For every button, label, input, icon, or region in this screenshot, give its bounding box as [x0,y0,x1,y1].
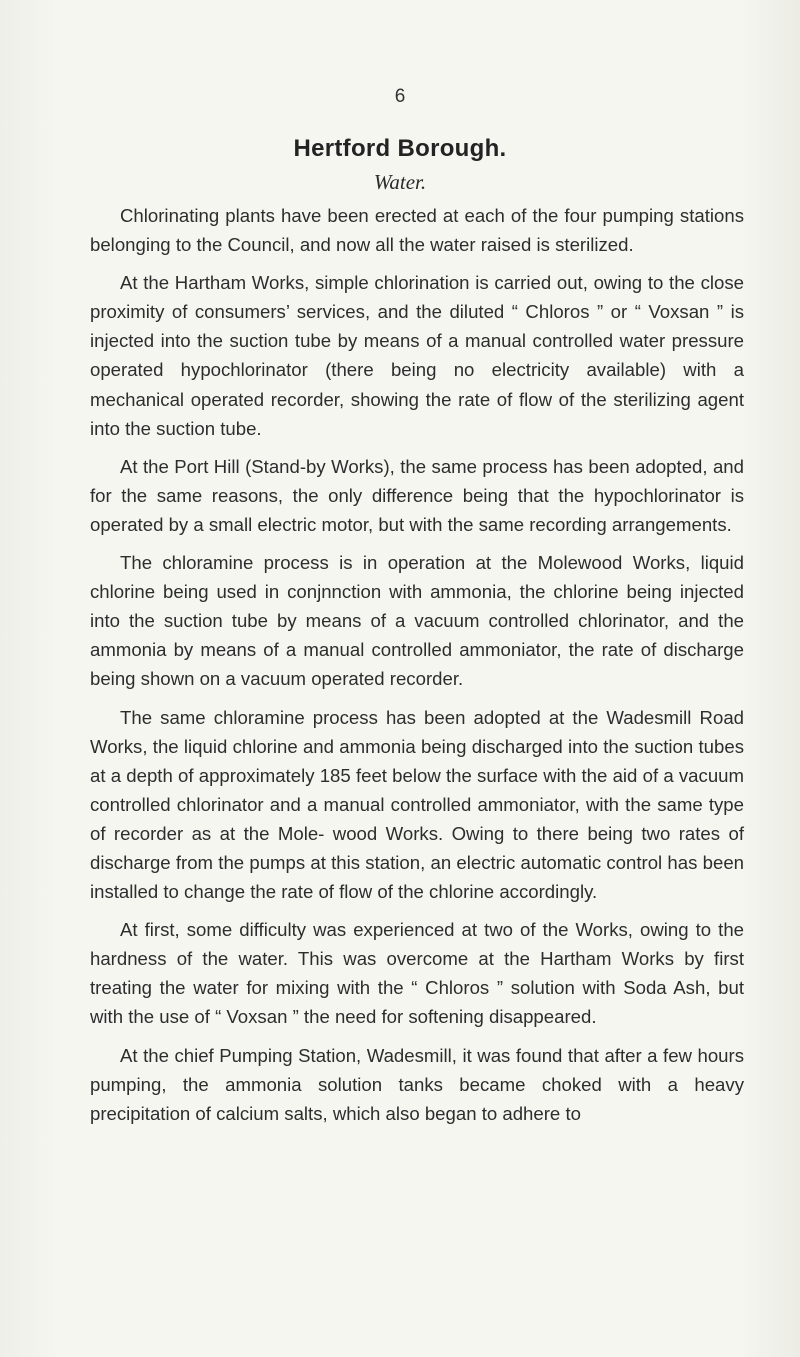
page-title: Hertford Borough. [293,135,507,162]
section-subtitle: Water. [373,170,427,194]
paragraph-hartham-works: At the Hartham Works, simple chlorination is carried out, owing to the close proximity of consumers’ services, and the diluted “ Chloros ” or “ Voxsan ” is injected into the suction tube by means of a manual controlled water pressure operated hypochlorinator (there being no electricity available) with a mechanical operated recorder, showing the rate of flow of the sterilizing agent into the suction tube. [90,272,744,439]
paragraph-port-hill: At the Port Hill (Stand-by Works), the same process has been adopted, and for the same reasons, the only difference being that the hypochlorinator is operated by a small electric motor, but with the same recording arrangements. [90,455,744,535]
paragraph-chlorinating-plants: Chlorinating plants have been erected at each of the four pumping stations belonging to the Council, and now all the water raised is sterilized. [90,205,744,256]
paragraph-hardness-difficulty: At first, some difficulty was experienced at two of the Works, owing to the hardness of the water. This was overcome at the Hartham Works by first treating the water for mixing with the “ Chloros ” solution with Soda Ash, but with the use of “ Voxsan ” the need for softening disappeared. [90,919,744,1028]
paragraph-molewood-works: The chloramine process is in operation at the Molewood Works, liquid chlorine being used in conjnnction with ammonia, the chlorine being injected into the suction tube by means of a vacuum controlled chlorinator, and the ammonia by means of a manual controlled ammoniator, the rate of discharge being shown on a vacuum operated recorder. [90,552,744,690]
body-text [90,201,744,1128]
paragraph-wadesmill-road: The same chloramine process has been adopted at the Wadesmill Road Works, the liquid chlorine and ammonia being discharged into the suction tubes at a depth of approximately 185 feet below the surface with the aid of a vacuum controlled chlorinator and a manual controlled ammoniator, with the same type of recorder as at the Mole- wood Works. Owing to there being two rates of discharge from the pumps at this station, an electric automatic control has been installed to change the rate of flow of the chlorine accordingly. [90,706,744,903]
paragraph-chief-pumping-station: At the chief Pumping Station, Wadesmill, it was found that after a few hours pumping, the ammonia solution tanks became choked with a heavy precipitation of calcium salts, which also began to adhere to [90,1044,744,1124]
page-number: 6 [394,86,406,107]
